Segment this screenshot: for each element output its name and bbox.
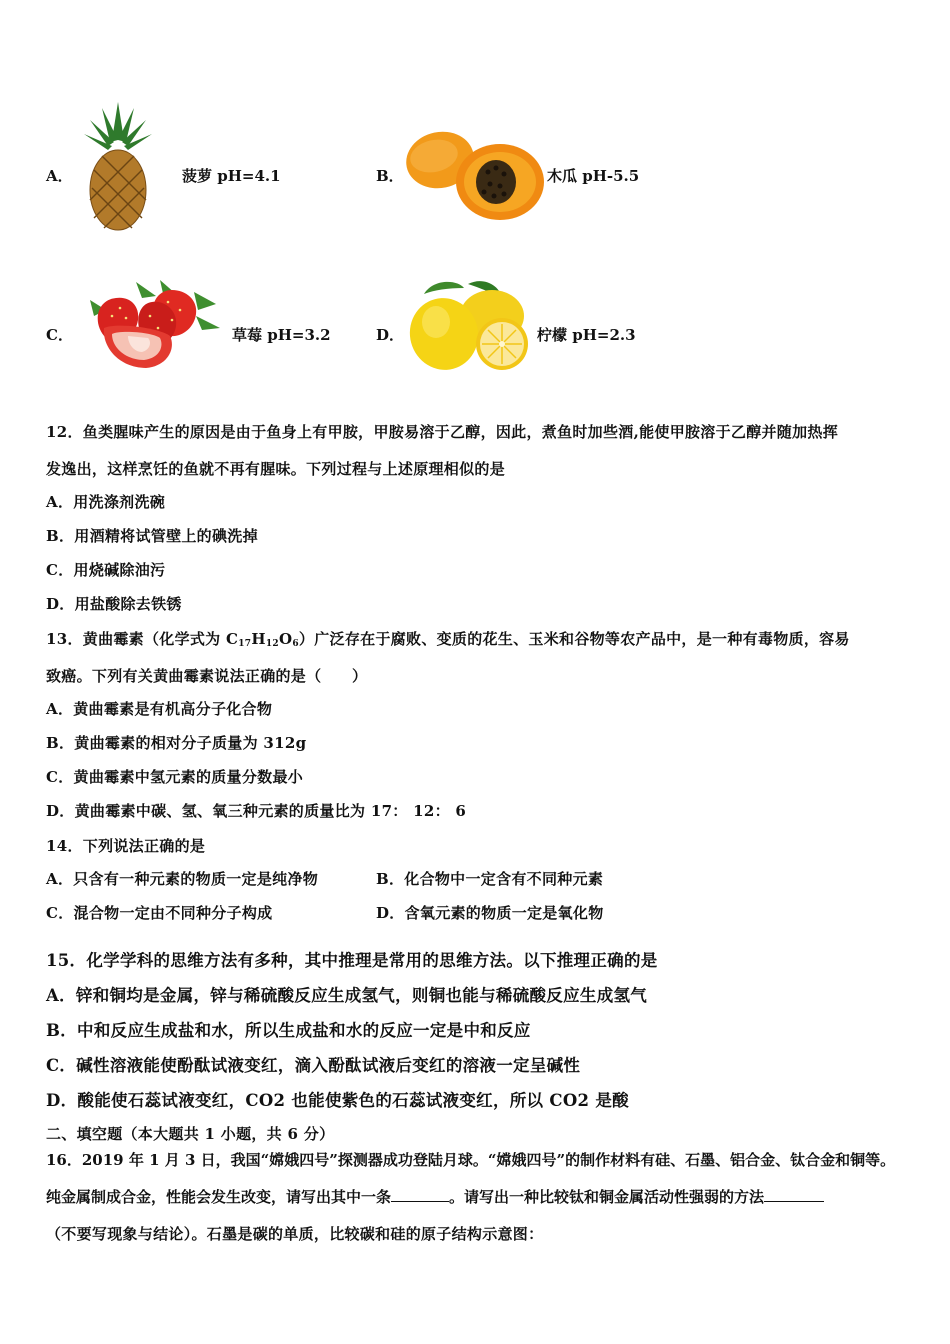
q15-stem: 15．化学学科的思维方法有多种，其中推理是常用的思维方法。以下推理正确的是: [46, 951, 658, 970]
q13-stem-pre: 13．黄曲霉素（化学式为 C: [46, 630, 239, 648]
lemon-image: [404, 276, 530, 374]
q15-option-b: B．中和反应生成盐和水，所以生成盐和水的反应一定是中和反应: [46, 1021, 531, 1040]
q16-line1: 16．2019 年 1 月 3 日，我国“嫦娥四号”探测器成功登陆月球。“嫦娥四号”的制作材料有硅、石墨、铝合金、钛合金和铜等。: [46, 1151, 896, 1169]
q14-option-a: A．只含有一种元素的物质一定是纯净物: [46, 870, 319, 888]
q13-option-d: D．黄曲霉素中碳、氢、氧三种元素的质量比为 17： 12： 6: [46, 802, 467, 820]
q15-option-c: C．碱性溶液能使酚酞试液变红，滴入酚酞试液后变红的溶液一定呈碱性: [46, 1056, 581, 1075]
q13-formula-sub-o: 6: [292, 639, 299, 649]
q15-option-a: A．锌和铜均是金属，锌与稀硫酸反应生成氢气，则铜也能与稀硫酸反应生成氢气: [46, 986, 648, 1005]
fruit-label-pineapple: 菠萝 pH=4.1: [182, 167, 281, 185]
q12-stem-line1: 12．鱼类腥味产生的原因是由于鱼身上有甲胺，甲胺易溶于乙醇，因此，煮鱼时加些酒,能使甲胺溶于乙醇并随加热挥: [46, 423, 839, 441]
q12-stem-line2: 发逸出，这样烹饪的鱼就不再有腥味。下列过程与上述原理相似的是: [46, 460, 506, 478]
fruit-label-strawberry: 草莓 pH=3.2: [232, 326, 331, 344]
answer-blank-2[interactable]: [764, 1189, 824, 1202]
q16-line2-part2: 。请写出一种比较钛和铜金属活动性强弱的方法: [449, 1188, 765, 1206]
q13-option-a: A．黄曲霉素是有机高分子化合物: [46, 700, 273, 718]
q13-option-c: C．黄曲霉素中氢元素的质量分数最小: [46, 768, 304, 786]
fruit-label-papaya: 木瓜 pH-5.5: [547, 167, 640, 185]
q13-formula-sub-c: 17: [238, 639, 252, 649]
option-letter-d: D．: [376, 326, 405, 344]
papaya-image: [404, 126, 546, 226]
q14-option-d: D．含氧元素的物质一定是氧化物: [376, 904, 604, 922]
strawberry-image: [76, 276, 224, 372]
q12-option-d: D．用盐酸除去铁锈: [46, 595, 182, 613]
q16-line3: （不要写现象与结论）。石墨是碳的单质，比较碳和硅的原子结构示意图：: [46, 1225, 544, 1243]
q12-option-b: B．用酒精将试管壁上的碘洗掉: [46, 527, 258, 545]
q13-stem-line1: [46, 628, 850, 649]
q12-option-a: A．用洗涤剂洗碗: [46, 493, 166, 511]
q13-option-b: B．黄曲霉素的相对分子质量为 312g: [46, 734, 307, 752]
q13-stem-post: ）广泛存在于腐败、变质的花生、玉米和谷物等农产品中，是一种有毒物质，容易: [298, 630, 850, 648]
q14-option-c: C．混合物一定由不同种分子构成: [46, 904, 273, 922]
q16-line2: [46, 1186, 824, 1207]
q14-option-b: B．化合物中一定含有不同种元素: [376, 870, 604, 888]
option-letter-a: A．: [46, 167, 73, 185]
q13-formula-h: H: [251, 630, 266, 648]
q12-option-c: C．用烧碱除油污: [46, 561, 166, 579]
fruit-label-lemon: 柠檬 pH=2.3: [537, 326, 636, 344]
pineapple-image: [82, 100, 154, 232]
option-letter-c: C．: [46, 326, 73, 344]
section-heading: 二、填空题（本大题共 1 小题，共 6 分）: [46, 1125, 335, 1143]
q13-formula-sub-h: 12: [265, 639, 279, 649]
q14-stem: 14．下列说法正确的是: [46, 837, 206, 855]
option-letter-b: B．: [376, 167, 404, 185]
q13-formula-o: O: [278, 630, 293, 648]
q16-line2-part1: 纯金属制成合金，性能会发生改变，请写出其中一条: [46, 1188, 392, 1206]
answer-blank-1[interactable]: [391, 1189, 449, 1202]
q13-stem-line2: 致癌。下列有关黄曲霉素说法正确的是（ ）: [46, 667, 368, 685]
q15-option-d: D．酸能使石蕊试液变红，CO2 也能使紫色的石蕊试液变红，所以 CO2 是酸: [46, 1091, 629, 1110]
